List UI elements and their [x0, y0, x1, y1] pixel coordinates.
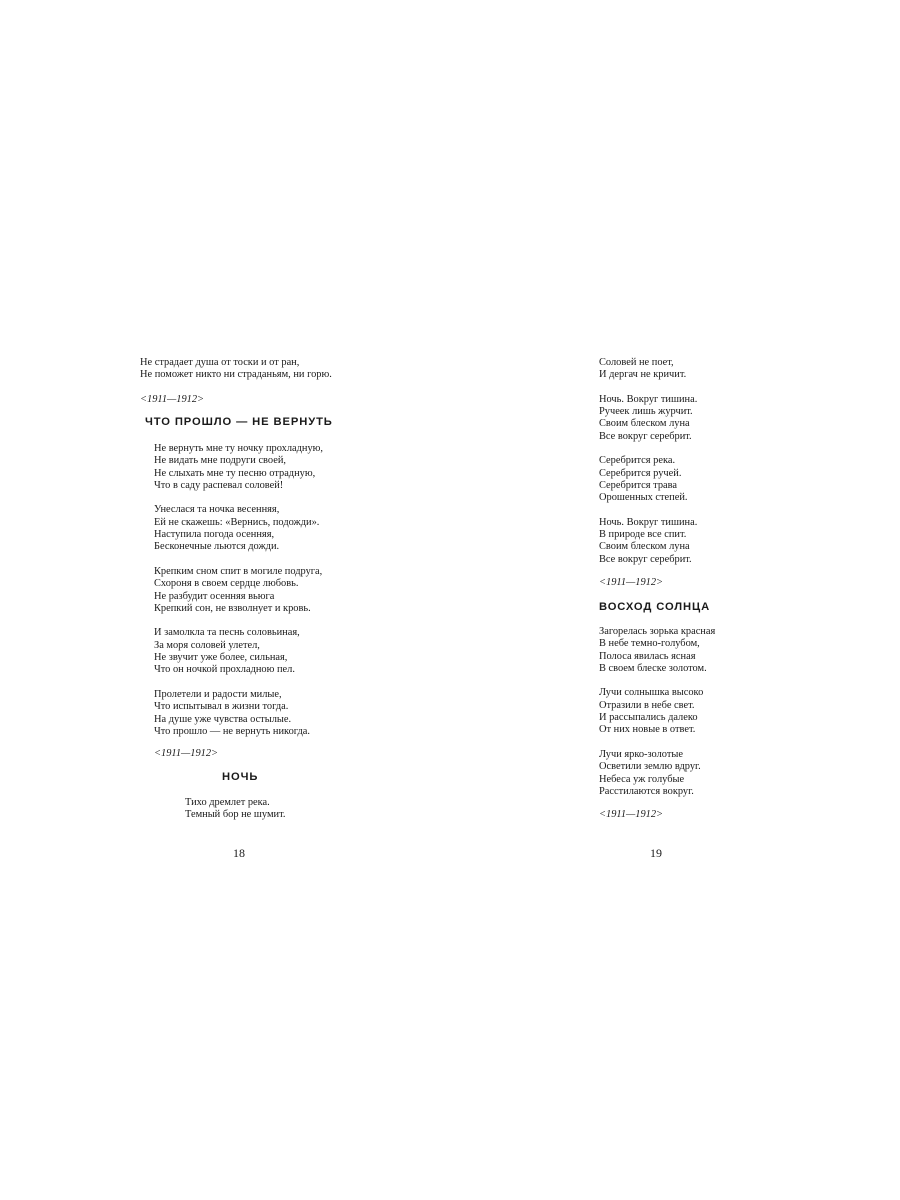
- poem-line: Расстилаются вокруг.: [599, 785, 694, 797]
- poem-line: В природе все спит.: [599, 529, 687, 541]
- poem-line: Лучи ярко-золотые: [599, 748, 683, 760]
- poem-line: Тихо дремлет река.: [185, 797, 270, 808]
- poem-line: Серебрится река.: [599, 455, 676, 467]
- poem-line: И дергач не кричит.: [599, 369, 687, 381]
- poem-ending-lines: [140, 357, 332, 382]
- poem-line: Не слыхать мне ту песню отрадную,: [154, 467, 316, 479]
- poem-line: И замолкла та песнь соловьиная,: [154, 627, 300, 639]
- poem-date: <1911—1912>: [140, 394, 205, 405]
- poem-line: Что он ночкой прохладною пел.: [154, 664, 295, 676]
- stanza: [154, 689, 323, 738]
- poem-title: НОЧЬ: [222, 771, 259, 783]
- stanza: [154, 566, 323, 615]
- poem-body: [185, 797, 285, 822]
- poem-title: ЧТО ПРОШЛО — НЕ ВЕРНУТЬ: [145, 416, 333, 428]
- poem-line: Ночь. Вокруг тишина.: [599, 393, 698, 405]
- poem-line: Унеслася та ночка весенняя,: [154, 504, 280, 516]
- poem-line: Не страдает душа от тоски и от ран,: [140, 357, 300, 368]
- poem-line: Не поможет никто ни страданьям, ни горю.: [140, 369, 332, 381]
- stanza: [599, 626, 715, 675]
- stanza: [599, 517, 697, 566]
- poem-line: Загорелась зорька красная: [599, 626, 716, 637]
- stanza: [599, 394, 697, 443]
- page-number: 18: [233, 846, 245, 860]
- poem-line: Что испытывал в жизни тогда.: [154, 701, 289, 713]
- right-page: [450, 0, 900, 1200]
- poem-body: [154, 443, 323, 738]
- poem-line: Наступила погода осенняя,: [154, 529, 275, 541]
- stanza: [154, 504, 323, 553]
- poem-line: Отразили в небе свет.: [599, 699, 695, 711]
- poem-line: В своем блеске золотом.: [599, 662, 707, 674]
- stanza: [599, 687, 715, 736]
- poem-line: Своим блеском луна: [599, 418, 690, 430]
- poem-title: ВОСХОД СОЛНЦА: [599, 601, 711, 613]
- poem-line: Не звучит уже более, сильная,: [154, 652, 288, 664]
- poem-line: От них новые в ответ.: [599, 724, 696, 736]
- poem-line: Лучи солнышка высоко: [599, 687, 704, 699]
- poem-line: Крепкий сон, не взволнует и кровь.: [154, 602, 311, 614]
- poem-line: Все вокруг серебрит.: [599, 553, 692, 565]
- stanza: [599, 749, 715, 798]
- poem-date: <1911—1912>: [599, 809, 664, 820]
- poem-line: Орошенных степей.: [599, 492, 688, 504]
- poem-line: Соловей не поет,: [599, 357, 674, 368]
- poem-line: Ночь. Вокруг тишина.: [599, 516, 698, 528]
- poem-line: Бесконечные льются дожди.: [154, 541, 280, 553]
- poem-line: Осветили землю вдруг.: [599, 761, 701, 773]
- poem-line: Серебрится ручей.: [599, 467, 682, 479]
- page-number: 19: [650, 846, 662, 860]
- stanza: [154, 443, 323, 492]
- poem-date: <1911—1912>: [599, 577, 664, 588]
- stanza: [599, 455, 697, 504]
- poem-line: Своим блеском луна: [599, 541, 690, 553]
- poem-line: Пролетели и радости милые,: [154, 688, 282, 700]
- poem-line: Ручеек лишь журчит.: [599, 406, 693, 418]
- poem-line: Не разбудит осенняя вьюга: [154, 590, 275, 602]
- poem-line: Все вокруг серебрит.: [599, 430, 692, 442]
- poem-line: Ей не скажешь: «Вернись, подожди».: [154, 516, 320, 528]
- poem-line: Схороня в своем сердце любовь.: [154, 578, 299, 590]
- poem-line: Полоса явилась ясная: [599, 650, 696, 662]
- stanza: [154, 627, 323, 676]
- poem-line: Не вернуть мне ту ночку прохладную,: [154, 443, 324, 454]
- poem-line: На душе уже чувства остылые.: [154, 713, 292, 725]
- poem-line: Что в саду распевал соловей!: [154, 479, 284, 491]
- poem-line: Небеса уж голубые: [599, 773, 685, 785]
- poem-line: Не видать мне подруги своей,: [154, 455, 286, 467]
- poem-line: Серебрится трава: [599, 479, 678, 491]
- poem-line: Темный бор не шумит.: [185, 809, 286, 821]
- poem-body: [599, 626, 715, 798]
- poem-line: За моря соловей улетел,: [154, 639, 260, 651]
- poem-line: И рассыпались далеко: [599, 712, 698, 724]
- poem-line: Крепким сном спит в могиле подруга,: [154, 565, 323, 577]
- poem-date: <1911—1912>: [154, 748, 219, 759]
- stanza: [599, 357, 697, 382]
- poem-line: Что прошло — не вернуть никогда.: [154, 725, 311, 737]
- poem-line: В небе темно-голубом,: [599, 638, 700, 650]
- poem-body: [599, 357, 697, 566]
